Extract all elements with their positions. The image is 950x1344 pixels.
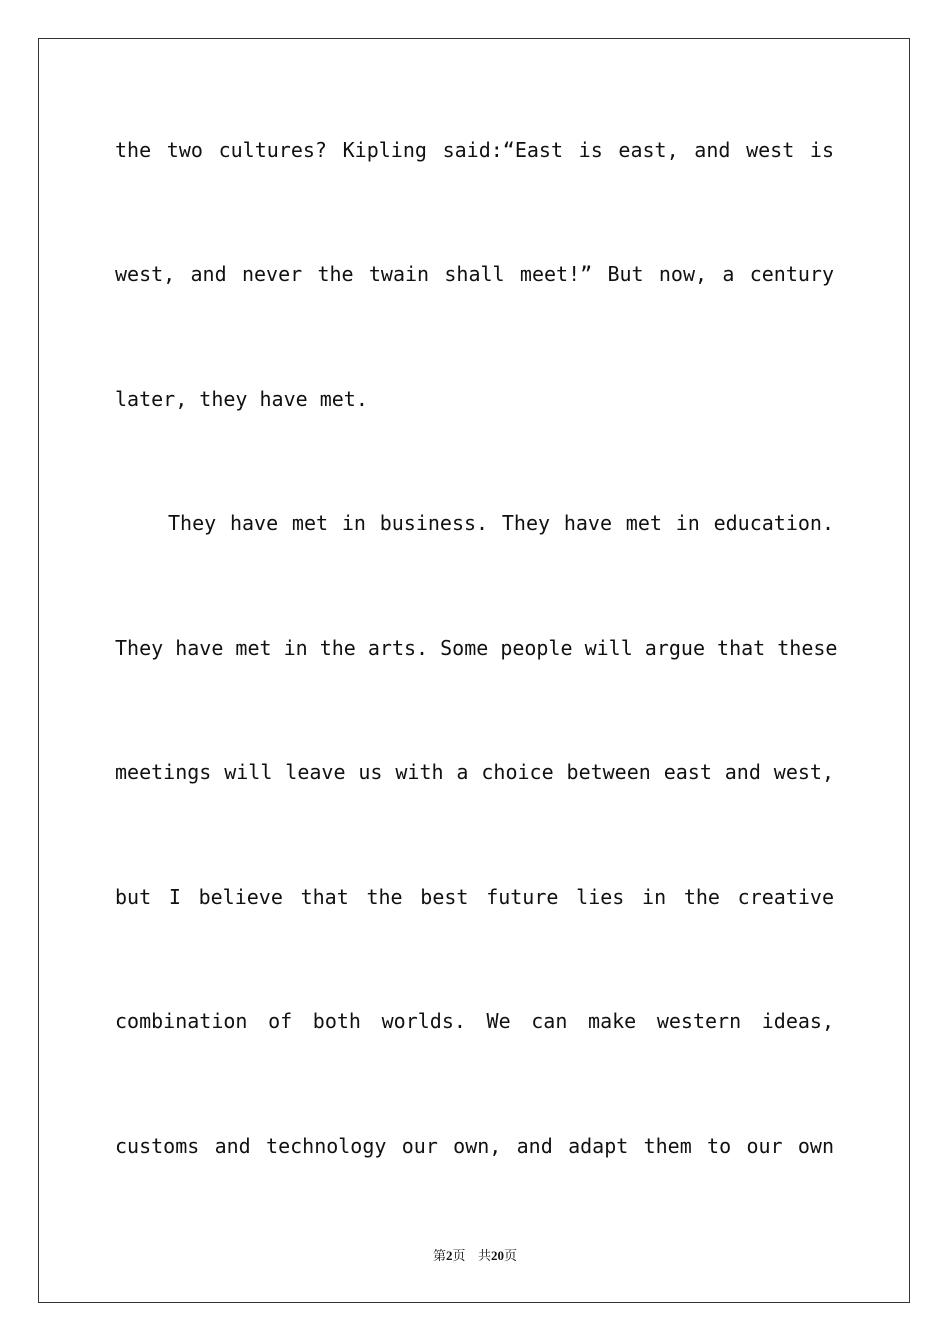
- body-line: west, and never the twain shall meet!” But now, a century: [115, 262, 834, 286]
- page-number-footer: [0, 1247, 950, 1266]
- body-line: later, they have met.: [115, 387, 368, 411]
- body-line: but I believe that the best future lies in the creative: [115, 885, 834, 909]
- total-page-count: 20: [490, 1248, 504, 1263]
- current-page-number: 2: [446, 1248, 453, 1263]
- body-line: the two cultures? Kipling said:“East is east, and west is: [115, 138, 834, 162]
- body-line: They have met in the arts. Some people will argue that these: [115, 636, 838, 660]
- footer-page-label: 页: [452, 1249, 466, 1264]
- body-line: combination of both worlds. We can make western ideas,: [115, 1009, 834, 1033]
- body-line: customs and technology our own, and adapt them to our own: [115, 1134, 834, 1158]
- footer-total-prefix: 共: [477, 1249, 491, 1264]
- footer-prefix: 第: [433, 1249, 447, 1264]
- page-border: [38, 38, 910, 1303]
- footer-total-label: 页: [503, 1249, 517, 1264]
- paragraph-first-line: They have met in business. They have met in education.: [168, 511, 834, 535]
- body-line: meetings will leave us with a choice between east and west,: [115, 760, 834, 784]
